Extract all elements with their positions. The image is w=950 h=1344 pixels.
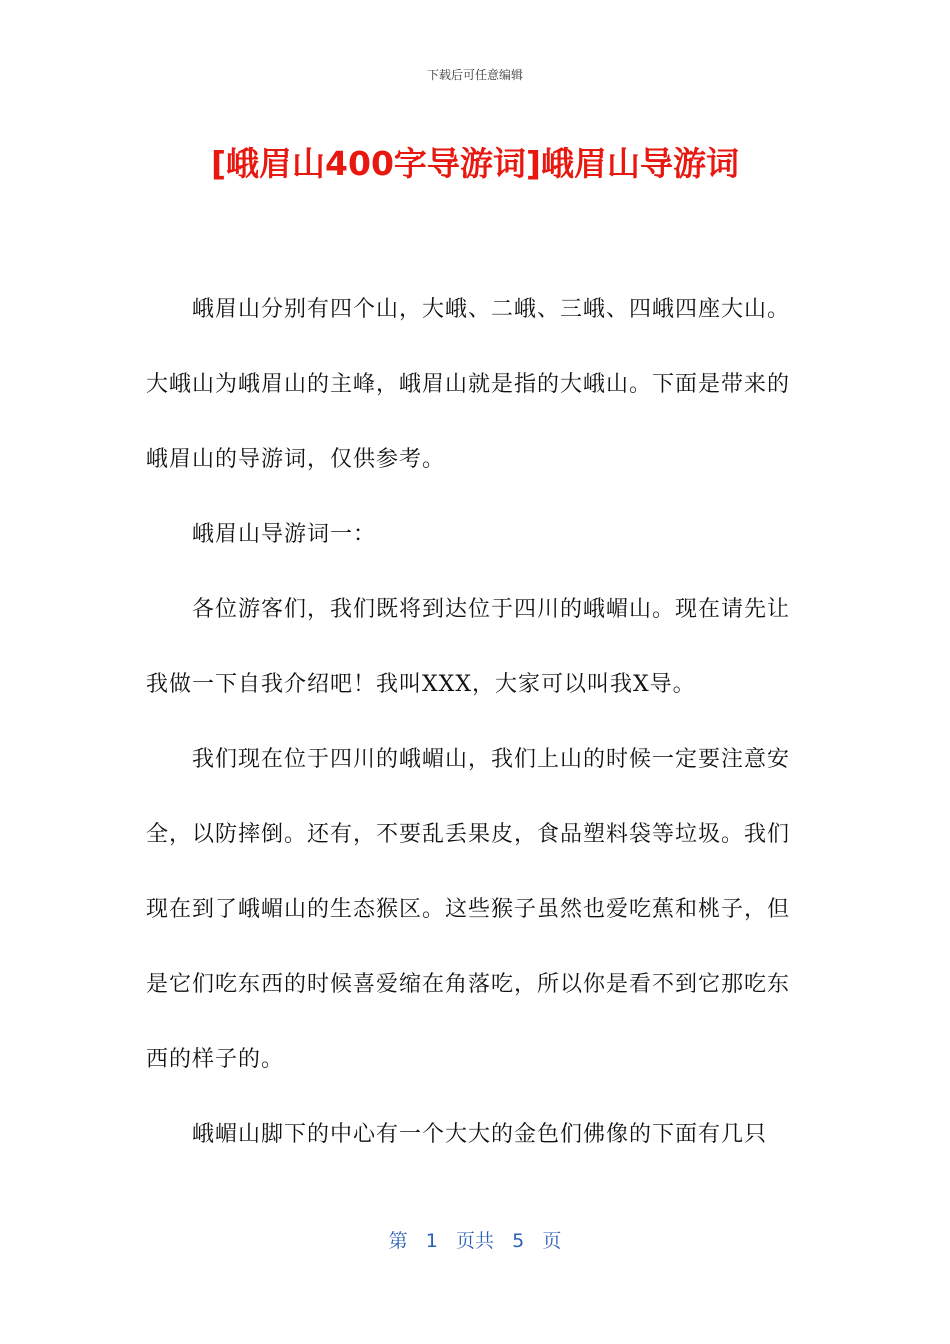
footer-page-total: 5 <box>512 1230 525 1252</box>
document-title: [峨眉山400字导游词]峨眉山导游词 <box>210 144 740 183</box>
footer-page-suffix: 页 <box>542 1230 562 1252</box>
footer-page-number: 1 <box>425 1230 438 1252</box>
paragraph-4: 我们现在位于四川的峨嵋山，我们上山的时候一定要注意安全，以防摔倒。还有，不要乱丢果皮，食品塑料袋等垃圾。我们现在到了峨嵋山的生态猴区。这些猴子虽然也爱吃蕉和桃子，但是它们吃东西的时候喜爱缩在角落吃，所以你是看不到它那吃东西的样子的。 <box>146 747 791 1072</box>
paragraph-2: 峨眉山导游词一： <box>192 522 377 547</box>
paragraph-3: 各位游客们，我们既将到达位于四川的峨嵋山。现在请先让我做一下自我介绍吧！我叫XXX，大家可以叫我X导。 <box>146 597 791 697</box>
document-body <box>146 272 796 1172</box>
header-note: 下载后可任意编辑 <box>426 68 523 82</box>
footer-page-prefix: 第 <box>388 1230 408 1252</box>
footer-page-middle: 页共 <box>455 1230 494 1252</box>
paragraph-1: 峨眉山分别有四个山，大峨、二峨、三峨、四峨四座大山。大峨山为峨眉山的主峰，峨眉山就是指的大峨山。下面是带来的峨眉山的导游词，仅供参考。 <box>146 297 791 472</box>
page-footer <box>0 1226 950 1253</box>
paragraph-5: 峨嵋山脚下的中心有一个大大的金色们佛像的下面有几只 <box>192 1122 768 1147</box>
